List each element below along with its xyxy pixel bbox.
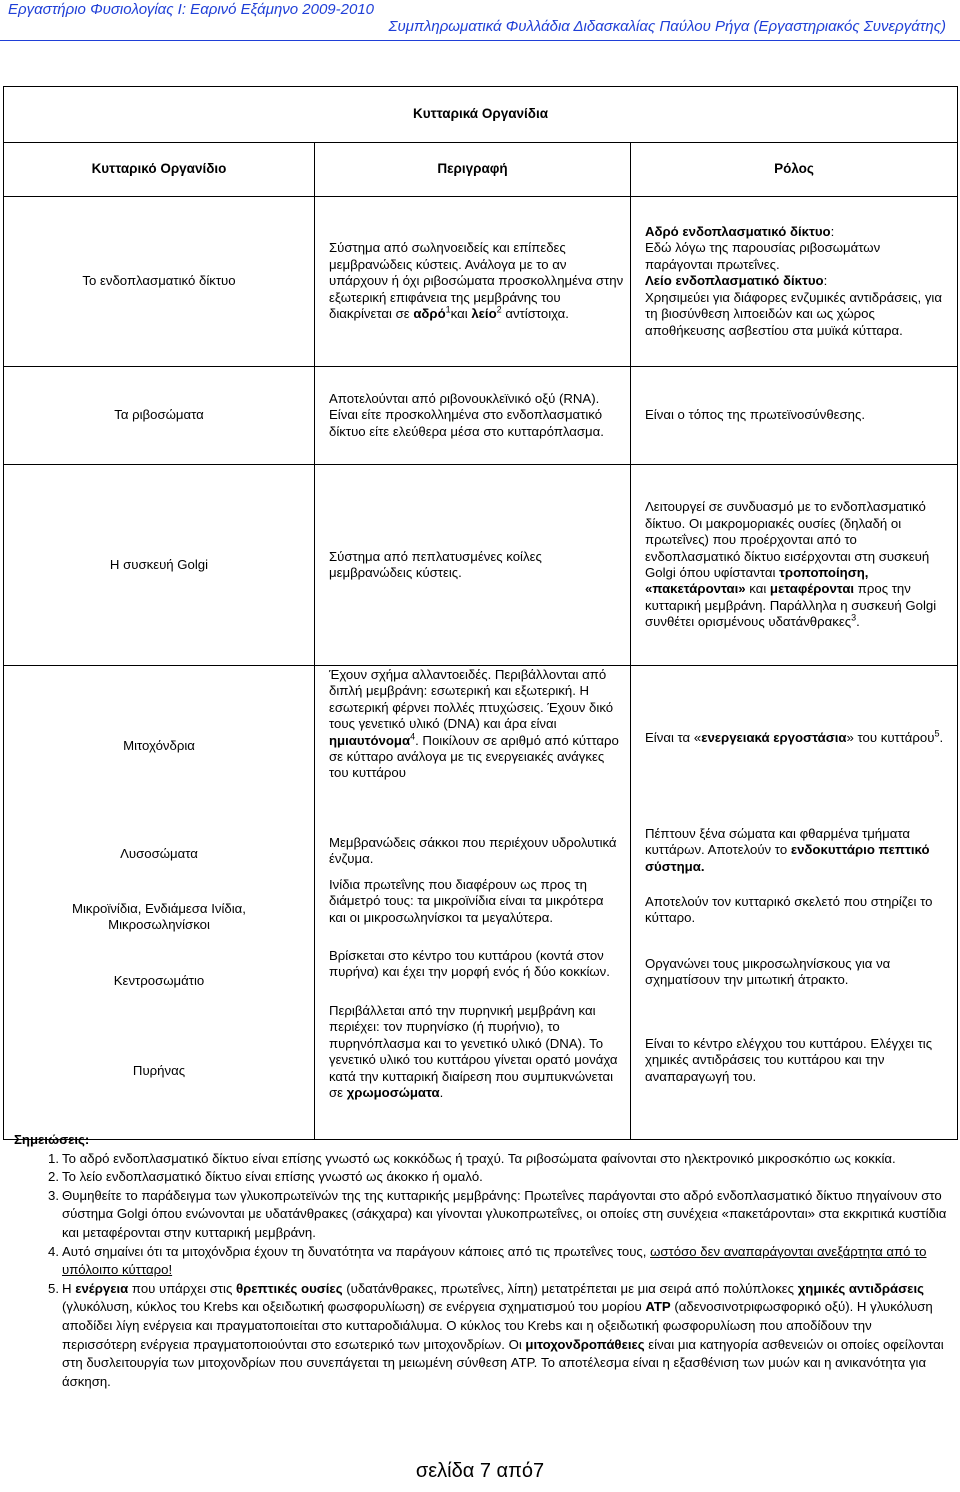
organelle-name: Μικροϊνίδια, Ενδιάμεσα Ινίδια, Μικροσωληνίσκοι (72, 901, 246, 933)
table-title: Κυτταρικά Οργανίδια (4, 87, 958, 143)
organelle-description: Αποτελούνται από ριβονουκλεϊνικό οξύ (RNA). Είναι είτε προσκολλημένα στο ενδοπλασματικό δίκτυο είτε ελεύθερα μέσα στο κυτταρόπλασμα. (315, 367, 631, 465)
organelle-description: Σύστημα από πεπλατυσμένες κοίλες μεμβρανώδεις κύστεις. (315, 465, 631, 666)
header-lab-title: Εργαστήριο Φυσιολογίας Ι: Εαρινό Εξάμηνο 2009-2010 (8, 1, 375, 18)
organelle-role: Είναι ο τόπος της πρωτεϊνοσύνθεσης. (631, 367, 958, 465)
organelle-description: Σύστημα από σωληνοειδείς και επίπεδες μεμβρανώδεις κύστεις. Ανάλογα με το αν υπάρχουν ή όχι ριβοσώματα προσκολλημένα στην εξωτερική επιφάνεια της μεμβράνης του διακρίνεται σε αδρό$^1$και λείο$^2$ αντίστοιχα. (315, 197, 631, 367)
table-row-golgi (4, 465, 958, 666)
organelle-name: Κεντροσωμάτιο (113, 973, 205, 988)
column-header-description: Περιγραφή (315, 143, 631, 197)
table-row-er (4, 197, 958, 367)
table-title-row (4, 87, 958, 143)
organelle-name: Πυρήνας (132, 1063, 186, 1078)
organelles-table (3, 86, 958, 1140)
organelle-name: Η συσκευή Golgi (4, 465, 315, 666)
organelle-name: Λυσοσώματα (120, 846, 198, 861)
organelle-description: Βρίσκεται στο κέντρο του κυττάρου (κοντά στον πυρήνα) και έχει την μορφή ενός ή δύο κοκκίων. (329, 948, 610, 980)
organelle-description: Περιβάλλεται από την πυρηνική μεμβράνη και περιέχει: τον πυρηνίσκο (ή πυρήνιο), το πυρηνόπλασμα και το γενετικό υλικό (DNA). Το γενετικό υλικό του κυττάρου γίνεται ορατό μονάχα κατά την κυτταρική διαίρεση που συμπυκνώνεται σε χρωμοσώματα. (329, 1003, 618, 1101)
organelle-role: Αποτελούν τον κυτταρικό σκελετό που στηρίζει το κύτταρο. (645, 894, 933, 926)
page-header (0, 0, 960, 44)
organelle-description: Έχουν σχήμα αλλαντοειδές. Περιβάλλονται από διπλή μεμβράνη: εσωτερική και εξωτερική. Η εσωτερική φέρνει πολλές πτυχώσεις. Έχουν δικό τους γενετικό υλικό (DNA) και άρα είναι ημιαυτόνομα$^4$. Ποικίλουν σε αριθμό από κύτταρο σε κύτταρο ανάλογα με τις ενεργειακές ανάγκες του κυττάρου (329, 667, 619, 781)
organelle-description: Ινίδια πρωτεΐνης που διαφέρουν ως προς τη διάμετρό τους: τα μικροϊνίδια είναι τα μικρότερα και οι μικροσωληνίσκοι τα μεγαλύτερα. (329, 877, 604, 925)
organelle-description: Μεμβρανώδεις σάκκοι που περιέχουν υδρολυτικά ένζυμα. (329, 835, 617, 867)
organelle-name: Τα ριβοσώματα (4, 367, 315, 465)
table-row-group (4, 666, 958, 1140)
header-rule (0, 40, 960, 41)
organelle-role: Είναι το κέντρο ελέγχου του κυττάρου. Ελέγχει τις χημικές αντιδράσεις του κυττάρου και την αναπαραγωγή του. (645, 1036, 933, 1084)
column-header-role: Ρόλος (631, 143, 958, 197)
organelle-role: Οργανώνει τους μικροσωληνίσκους για να σχηματίσουν την μιτωτική άτρακτο. (645, 956, 891, 988)
organelle-name: Μιτοχόνδρια (123, 738, 195, 753)
organelle-name-column (4, 666, 315, 1140)
table-header-row (4, 143, 958, 197)
organelle-name: Το ενδοπλασματικό δίκτυο (4, 197, 315, 367)
header-subtitle: Συμπληρωματικά Φυλλάδια Διδασκαλίας Παύλου Ρήγα (Εργαστηριακός Συνεργάτης) (388, 18, 946, 35)
note-item: 5. Η ενέργεια που υπάρχει στις θρεπτικές ουσίες (υδατάνθρακες, πρωτεΐνες, λίπη) μετατρέπεται με μια σειρά από πολύπλοκες χημικές αντιδράσεις (γλυκόλυση, κύκλος του Krebs και οξειδωτική φωσφορυλίωση) σε ενέργεια σχηματισμού του μορίου ATP (αδενοσινοτριφωσφορικό οξύ). Η γλυκόλυση αποδίδει λίγη ενέργεια και πραγματοποιείται στο κυτταροδιάλυμα. Ο κύκλος του Krebs και η οξειδωτική φωσφορυλίωση που αποδίδουν την περισσότερη ενέργεια πραγματοποιούνται στο εσωτερικό των μιτοχονδρίων. Οι μιτοχονδροπάθειες είναι μια κατηγορία ασθενειών οι οποίες οφείλονται στη δυσλειτουργία των μιτοχονδρίων που συνεπάγεται τη μειωμένη σύνθεση ATP. Το αποτέλεσμα είναι η εξασθένιση των μυών και η ανικανότητα για άσκηση. (48, 1280, 944, 1389)
note-item: 3. Θυμηθείτε το παράδειγμα των γλυκοπρωτεϊνών της της κυτταρικής μεμβράνης: Πρωτεΐνες παράγονται στο αδρό ενδοπλασματικό δίκτυο πηγαίνουν στο σύστημα Golgi όπου ενώνονται με υδατάνθρακες (σάκχαρα) και γίνονται γλυκοπρωτεΐνες, οι οποίες στη συνέχεια «πακετάρονται» στα εκκριτικά κυστίδια και μεταφέρονται στην κυτταρική μεμβράνη. (48, 1187, 947, 1240)
organelle-role: Αδρό ενδοπλασματικό δίκτυο: Εδώ λόγω της παρουσίας ριβοσωμάτων παράγονται πρωτεΐνες. Λείο ενδοπλασματικό δίκτυο: Χρησιμεύει για διάφορες ενζυμικές αντιδράσεις, για τη βιοσύνθεση λιποειδών και ως χώρος αποθήκευσης ασβεστίου στα μυϊκά κύτταρα. (631, 197, 958, 367)
organelle-role: Λειτουργεί σε συνδυασμό με το ενδοπλασματικό δίκτυο. Οι μακρομοριακές ουσίες (δηλαδή οι πρωτεΐνες) που προέρχονται από το ενδοπλασματικό δίκτυο εισέρχονται στη συσκευή Golgi όπου υφίστανται τροποποίηση, «πακετάρονται» και μεταφέρονται προς την κυτταρική μεμβράνη. Παράλληλα η συσκευή Golgi συνθέτει ορισμένους υδατάνθρακες$^3$. (631, 465, 958, 666)
page-number: σελίδα 7 από7 (415, 1460, 545, 1482)
notes-title: Σημειώσεις: (14, 1132, 90, 1147)
organelle-role-column (631, 666, 958, 1140)
notes-section (14, 1131, 949, 1391)
organelle-description-column (315, 666, 631, 1140)
table-row-ribosomes (4, 367, 958, 465)
column-header-organelle: Κυτταρικό Οργανίδιο (4, 143, 315, 197)
organelle-role: Πέπτουν ξένα σώματα και φθαρμένα τμήματα κυττάρων. Αποτελούν το ενδοκυττάριο πεπτικό σύστημα. (645, 826, 930, 874)
note-item: 4. Αυτό σημαίνει ότι τα μιτοχόνδρια έχουν τη δυνατότητα να παράγουν κάποιες από τις πρωτεΐνες τους, ωστόσο δεν αναπαράγονται ανεξάρτητα από το υπόλοιπο κύτταρο! (48, 1243, 927, 1278)
note-item: 2. Το λείο ενδοπλασματικό δίκτυο είναι επίσης γνωστό ως άκοκκο ή ομαλό. (48, 1169, 483, 1185)
note-item: 1. Το αδρό ενδοπλασματικό δίκτυο είναι επίσης γνωστό ως κοκκόδως ή τραχύ. Τα ριβοσώματα φαίνονται στο ηλεκτρονικό μικροσκόπιο ως κοκκία. (48, 1150, 896, 1166)
organelle-role: Είναι τα «ενεργειακά εργοστάσια» του κυττάρου$^5$. (645, 728, 944, 745)
